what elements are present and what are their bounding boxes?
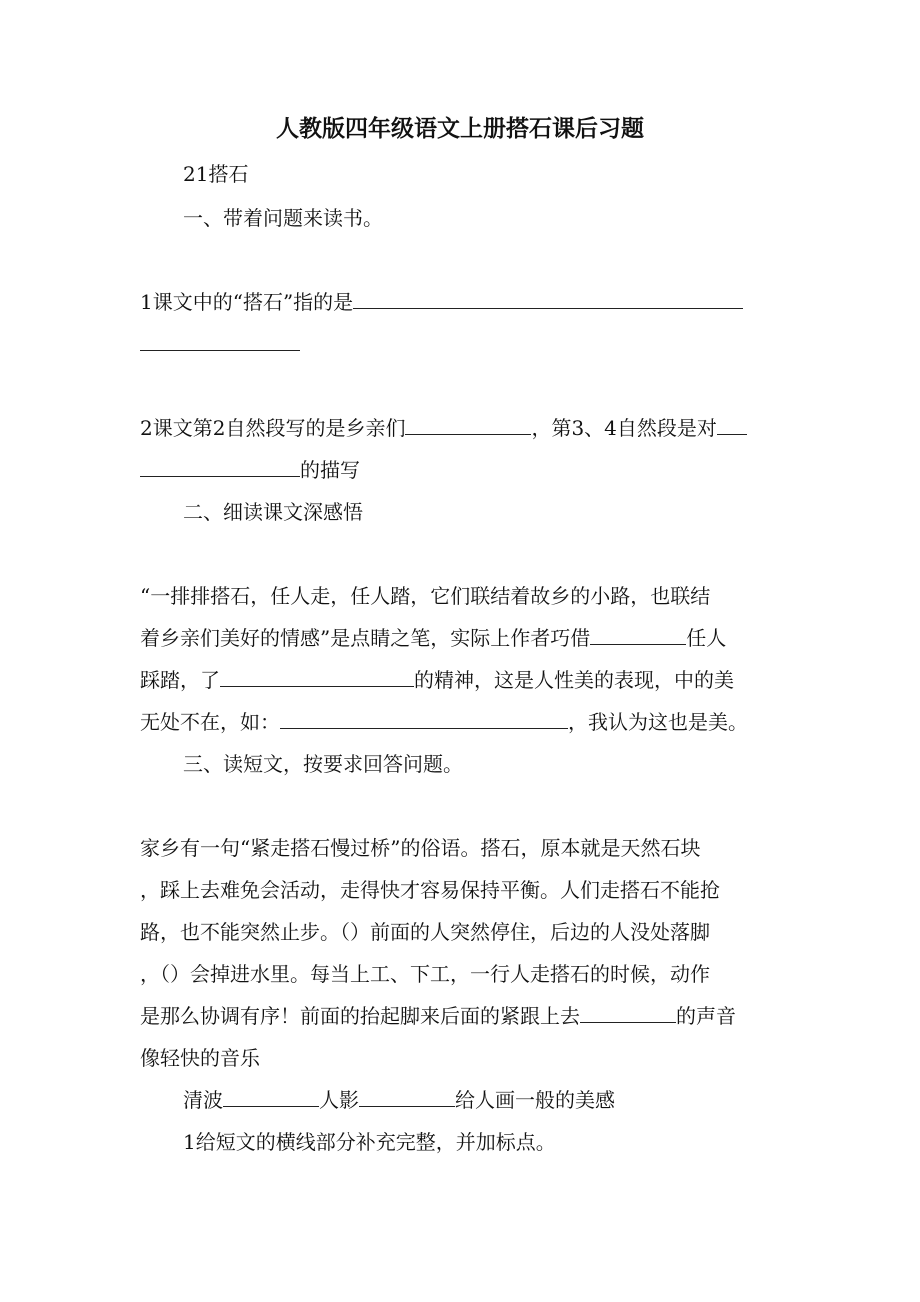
answer-blank[interactable] (359, 1086, 455, 1107)
question-1-1-cont (140, 330, 300, 358)
answer-blank[interactable] (353, 288, 743, 309)
section2-line-4: 无处不在，如： ，我认为这也是美。 (140, 710, 748, 734)
section2-line-3: 踩踏，了 的精神，这是人性美的表现，中的美 (140, 668, 734, 692)
answer-blank[interactable] (223, 1086, 319, 1107)
question-1-2: 2课文第2自然段写的是乡亲们 ，第3、4自然段是对 (140, 414, 747, 442)
answer-blank[interactable] (580, 1002, 676, 1023)
answer-blank[interactable] (280, 708, 568, 729)
lesson-label: 21搭石 (183, 162, 249, 186)
passage-line-7: 清波 人影 给人画一般的美感 (183, 1088, 615, 1112)
section3-heading: 三、读短文，按要求回答问题。 (183, 752, 463, 776)
section3-question-1: 1给短文的横线部分补充完整，并加标点。 (183, 1130, 556, 1154)
passage-line-4: ，（）会掉进水里。每当上工、下工，一行人走搭石的时候，动作 (140, 962, 710, 986)
answer-blank[interactable] (140, 330, 300, 351)
question-1-2-cont: 的描写 (140, 456, 360, 484)
question-1-1: 1课文中的“搭石”指的是 (140, 288, 743, 316)
passage-line-2: ，踩上去难免会活动，走得快才容易保持平衡。人们走搭石不能抢 (140, 878, 720, 902)
passage-line-3: 路，也不能突然止步。（）前面的人突然停住，后边的人没处落脚 (140, 920, 710, 944)
page-title: 人教版四年级语文上册搭石课后习题 (276, 115, 644, 142)
section1-heading: 一、带着问题来读书。 (183, 206, 383, 230)
answer-blank[interactable] (220, 666, 414, 687)
answer-blank[interactable] (405, 414, 531, 435)
answer-blank[interactable] (140, 456, 300, 477)
answer-blank[interactable] (717, 414, 747, 435)
answer-blank[interactable] (590, 624, 686, 645)
passage-line-6: 像轻快的音乐 (140, 1046, 260, 1070)
passage-line-1: 家乡有一句“紧走搭石慢过桥”的俗语。搭石，原本就是天然石块 (140, 836, 701, 860)
section2-heading: 二、细读课文深感悟 (183, 500, 363, 524)
section2-line-2: 着乡亲们美好的情感”是点睛之笔，实际上作者巧借 任人 (140, 626, 727, 650)
section2-line-1: “一排排搭石，任人走，任人踏，它们联结着故乡的小路，也联结 (140, 584, 711, 608)
passage-line-5: 是那么协调有序！前面的抬起脚来后面的紧跟上去 的声音 (140, 1004, 736, 1028)
